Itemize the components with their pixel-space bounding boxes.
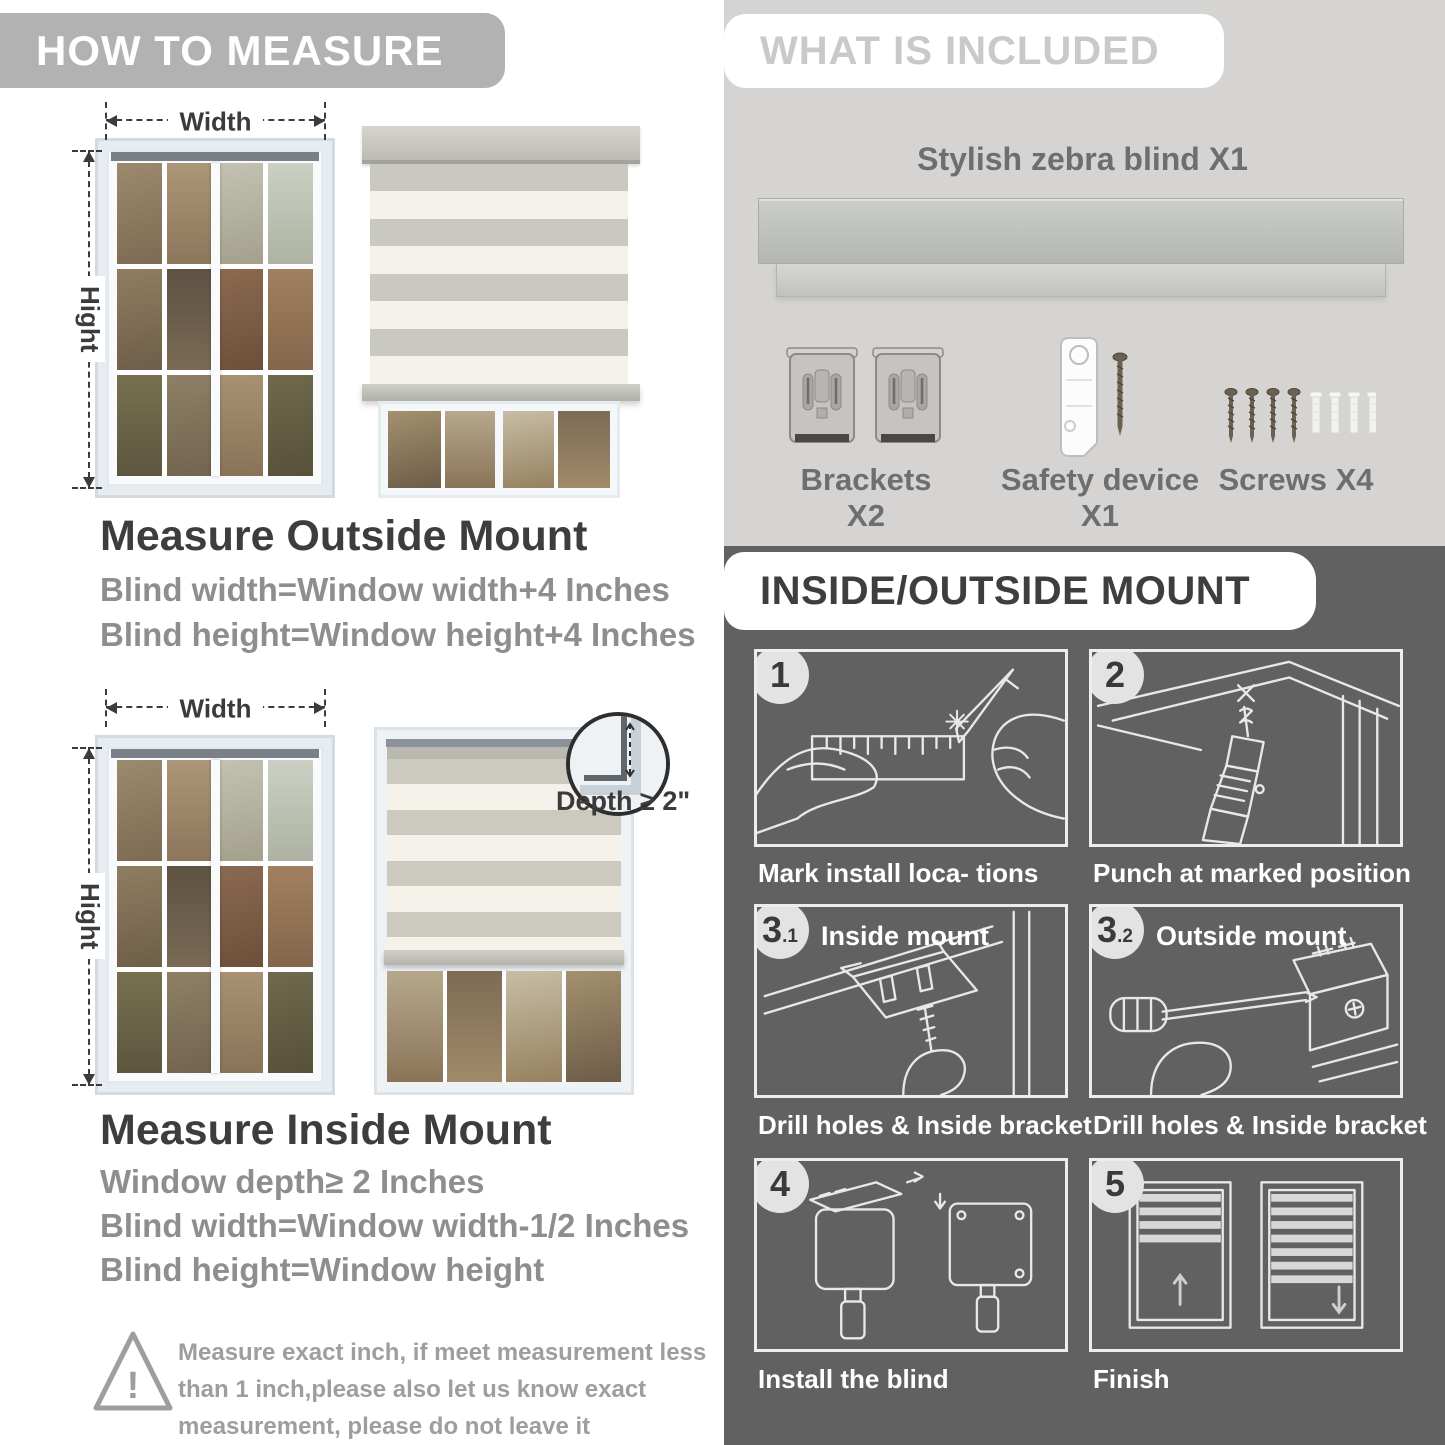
window-pane bbox=[117, 760, 162, 861]
window-pane bbox=[268, 972, 313, 1073]
window-pane bbox=[447, 971, 503, 1082]
window-pane bbox=[218, 375, 263, 476]
step-title: Inside mount bbox=[821, 921, 989, 951]
step-badge: 3 .2 bbox=[1089, 904, 1144, 959]
step-caption: Drill holes & Inside bracket bbox=[758, 1110, 1092, 1140]
window-pane bbox=[268, 760, 313, 861]
window-pane bbox=[117, 866, 162, 967]
inside-mount-line: Window depth≥ 2 Inches bbox=[100, 1163, 485, 1200]
step-caption: Mark install loca- tions bbox=[758, 858, 1039, 888]
window-pane bbox=[167, 866, 212, 967]
arrow-down-icon bbox=[83, 1074, 95, 1085]
measure-note bbox=[178, 1334, 706, 1445]
arrow-right-icon bbox=[314, 115, 325, 127]
screws-icon bbox=[1224, 388, 1376, 449]
warning-triangle-icon bbox=[90, 1326, 176, 1418]
blind-cassette bbox=[362, 126, 640, 164]
safety-device-label: Safety device X1 bbox=[1000, 462, 1200, 533]
blind-stripes bbox=[370, 164, 628, 384]
window-pane bbox=[445, 411, 498, 488]
window-center-divider bbox=[211, 163, 220, 476]
width-label: Width bbox=[168, 694, 264, 725]
note-line: Measure exact inch, if meet measurement less bbox=[178, 1339, 707, 1366]
height-measure-line bbox=[75, 748, 105, 1085]
window-pane bbox=[167, 760, 212, 861]
window-pane bbox=[167, 269, 212, 370]
window-pane bbox=[117, 269, 162, 370]
window-pane bbox=[117, 375, 162, 476]
window-pane bbox=[506, 971, 562, 1082]
inside-mount-title: Measure Inside Mount bbox=[100, 1106, 552, 1154]
anchors bbox=[1310, 392, 1376, 433]
step-badge: 4 bbox=[754, 1158, 809, 1213]
outside-mount-line: Blind width=Window width+4 Inches bbox=[100, 571, 670, 608]
step-caption: Drill holes & Inside bracket bbox=[1093, 1110, 1427, 1140]
window-pane bbox=[387, 971, 443, 1082]
cassette-bar bbox=[758, 198, 1404, 264]
brackets-icon bbox=[872, 346, 944, 459]
window-under-glass bbox=[387, 971, 621, 1082]
step-panel-1 bbox=[754, 649, 1068, 847]
cassette-fabric-strip bbox=[776, 264, 1386, 297]
step-badge: 2 bbox=[1089, 649, 1144, 704]
window-pane bbox=[167, 972, 212, 1073]
window-center-divider bbox=[211, 760, 220, 1073]
arrow-left-icon bbox=[106, 702, 117, 714]
outside-mount-title: Measure Outside Mount bbox=[100, 512, 588, 560]
window-pane bbox=[566, 971, 622, 1082]
note-line: measurement, please do not leave it bbox=[178, 1413, 591, 1440]
arrow-up-icon bbox=[83, 151, 95, 162]
window-photo-inside bbox=[95, 735, 335, 1095]
arrow-down-icon bbox=[83, 477, 95, 488]
window-pane bbox=[218, 269, 263, 370]
screws-label: Screws X4 bbox=[1218, 462, 1374, 497]
step-panel-3-2 bbox=[1089, 904, 1403, 1098]
window-pane bbox=[117, 163, 162, 264]
arrow-left-icon bbox=[106, 115, 117, 127]
how-to-measure-header: HOW TO MEASURE bbox=[0, 13, 505, 88]
step-badge: 5 bbox=[1089, 1158, 1144, 1213]
blind-bottom-rail bbox=[384, 950, 624, 965]
width-measure-line bbox=[106, 106, 325, 137]
window-top-shadow bbox=[111, 749, 319, 758]
height-measure-line bbox=[75, 151, 105, 488]
height-label: Hight bbox=[74, 873, 105, 959]
window-photo-outside bbox=[95, 138, 335, 498]
step-panel-3-1 bbox=[754, 904, 1068, 1098]
note-line: than 1 inch,please also let us know exact bbox=[178, 1376, 647, 1403]
blind-bottom-rail bbox=[362, 384, 640, 401]
window-under-blind bbox=[378, 401, 620, 498]
zebra-blind-outside-illustration bbox=[362, 126, 640, 498]
step-caption: Install the blind bbox=[758, 1364, 949, 1394]
window-pane bbox=[268, 375, 313, 476]
width-label: Width bbox=[168, 107, 264, 138]
safety-device-icon bbox=[1056, 334, 1102, 467]
window-pane bbox=[388, 411, 441, 488]
window-pane bbox=[268, 269, 313, 370]
window-center-divider bbox=[495, 411, 503, 488]
window-pane bbox=[218, 760, 263, 861]
window-pane bbox=[501, 411, 554, 488]
svg-text:!: ! bbox=[126, 1365, 140, 1407]
inside-outside-mount-header: INSIDE/OUTSIDE MOUNT bbox=[724, 552, 1316, 630]
window-pane bbox=[218, 163, 263, 264]
step-caption: Punch at marked position bbox=[1093, 858, 1411, 888]
window-pane bbox=[218, 972, 263, 1073]
outside-mount-line: Blind height=Window height+4 Inches bbox=[100, 616, 696, 653]
height-label: Hight bbox=[74, 276, 105, 362]
step-panel-4 bbox=[754, 1158, 1068, 1352]
depth-label: Depth ≥ 2" bbox=[556, 786, 691, 816]
what-is-included-header: WHAT IS INCLUDED bbox=[724, 14, 1224, 88]
safety-device-screw-icon bbox=[1112, 352, 1128, 443]
window-pane bbox=[268, 163, 313, 264]
step-title: Outside mount bbox=[1156, 921, 1347, 951]
window-pane bbox=[558, 411, 611, 488]
window-pane bbox=[268, 866, 313, 967]
step-caption: Finish bbox=[1093, 1364, 1170, 1394]
inside-mount-line: Blind width=Window width-1/2 Inches bbox=[100, 1207, 690, 1244]
arrow-right-icon bbox=[314, 702, 325, 714]
step-badge: 1 bbox=[754, 649, 809, 704]
window-pane bbox=[167, 375, 212, 476]
window-pane bbox=[167, 163, 212, 264]
brackets-label: Brackets X2 bbox=[800, 462, 932, 533]
arrow-up-icon bbox=[83, 748, 95, 759]
brackets-icon bbox=[786, 346, 858, 459]
step-panel-2 bbox=[1089, 649, 1403, 847]
inside-mount-line: Blind height=Window height bbox=[100, 1251, 545, 1288]
blind-item-title: Stylish zebra blind X1 bbox=[917, 141, 1248, 177]
window-pane bbox=[117, 972, 162, 1073]
window-pane bbox=[218, 866, 263, 967]
window-top-shadow bbox=[111, 152, 319, 161]
step-badge: 3 .1 bbox=[754, 904, 809, 959]
width-measure-line bbox=[106, 693, 325, 724]
step-panel-5 bbox=[1089, 1158, 1403, 1352]
